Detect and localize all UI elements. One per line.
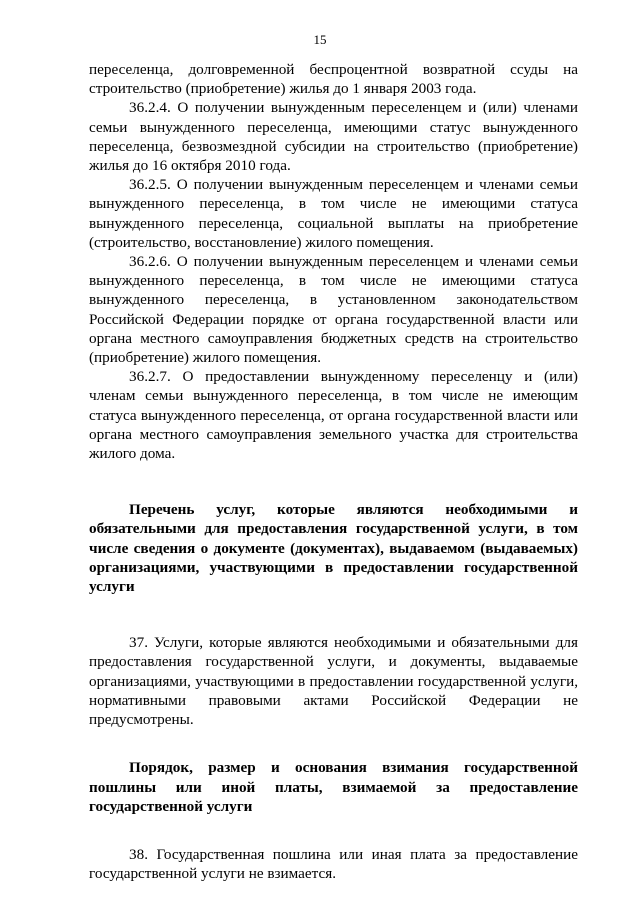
page-number: 15 (313, 32, 327, 47)
section-heading-services-list: Перечень услуг, которые являются необходимыми и обязательными для предоставления государственной услуги, в том числе сведения о документе (документах), выдаваемом (выдаваемых) организациями, участвующими в предоставлении государственной услуги (89, 501, 578, 596)
paragraph-36-2-6: 36.2.6. О получении вынужденным переселенцем и членами семьи вынужденного переселенца, в том числе не имеющими статуса вынужденного переселенца, в установленном законодательством Российской Федерации порядке от органа государственной власти или органа местного самоуправления бюджетных средств на строительство (приобретение) жилого помещения. (89, 253, 578, 367)
paragraph-38: 38. Государственная пошлина или иная плата за предоставление государственной услуги не взимается. (89, 845, 578, 883)
paragraph-continuation: переселенца, долговременной беспроцентной возвратной ссуды на строительство (приобретение) жилья до 1 января 2003 года. (89, 61, 578, 98)
paragraph-36-2-7: 36.2.7. О предоставлении вынужденному переселенцу и (или) членам семьи вынужденного переселенца, в том числе не имеющим статуса вынужденного переселенца, от органа государственной власти или органа местного самоуправления земельного участка для строительства жилого дома. (89, 368, 578, 463)
paragraph-37: 37. Услуги, которые являются необходимыми и обязательными для предоставления государственной услуги, и документы, выдаваемые организациями, участвующими в предоставлении государственной услуги, нормативными правовыми актами Российской Федерации не предусмотрены. (89, 634, 578, 729)
paragraph-36-2-4: 36.2.4. О получении вынужденным переселенцем и (или) членами семьи вынужденного переселенца, имеющими статус вынужденного переселенца, безвозмездной субсидии на строительство (приобретение) жилья до 16 октября 2010 года. (89, 99, 578, 175)
section-heading-fee-order: Порядок, размер и основания взимания государственной пошлины или иной платы, взимаемой за предоставление государственной услуги (89, 759, 578, 815)
page-content (89, 60, 578, 883)
paragraph-36-2-5: 36.2.5. О получении вынужденным переселенцем и членами семьи вынужденного переселенца, в том числе не имеющими статуса вынужденного переселенца, социальной выплаты на приобретение (строительство, восстановление) жилого помещения. (89, 176, 578, 251)
